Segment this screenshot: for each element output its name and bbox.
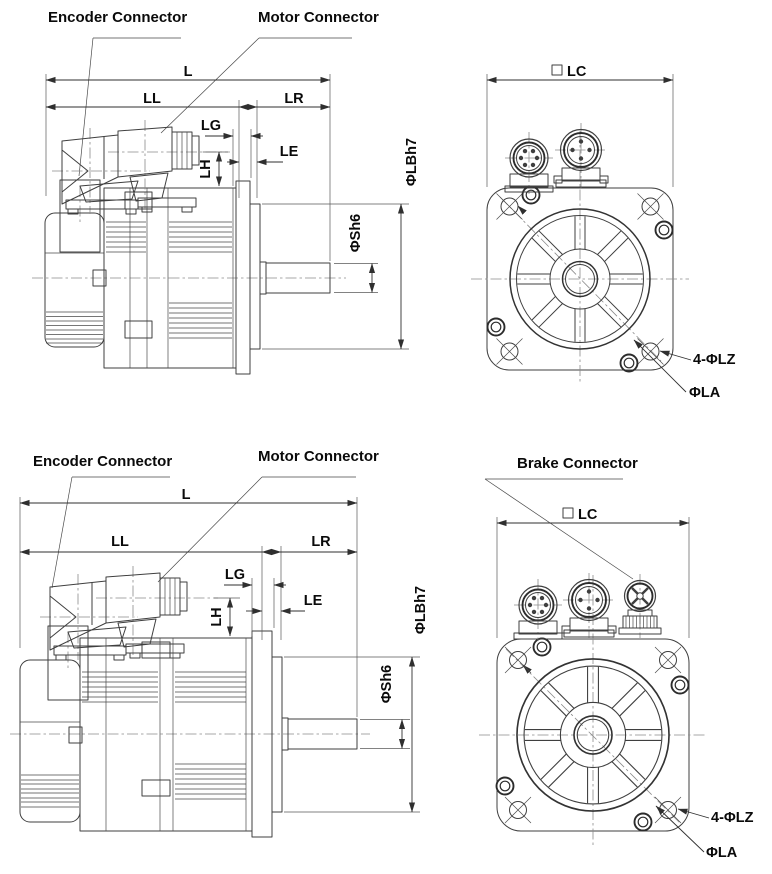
side-connectors bbox=[40, 566, 218, 660]
dim-LC bbox=[487, 64, 673, 187]
brake-connector-label: Brake Connector bbox=[517, 455, 638, 472]
dim-LZ bbox=[678, 809, 754, 826]
svg-text:LC: LC bbox=[567, 64, 587, 80]
mounting-hole bbox=[638, 194, 664, 220]
svg-text:ΦLBh7: ΦLBh7 bbox=[413, 585, 429, 635]
dim-LE bbox=[246, 593, 323, 611]
encoder-connector-label: Encoder Connector bbox=[33, 453, 173, 470]
encoder-connector-front bbox=[514, 579, 562, 641]
svg-text:LR: LR bbox=[284, 91, 304, 107]
mounting-hole bbox=[505, 647, 531, 673]
encoder-connector-label: Encoder Connector bbox=[48, 9, 188, 26]
svg-text:LE: LE bbox=[303, 593, 323, 609]
dimensions-bottom bbox=[20, 487, 754, 861]
svg-text:LH: LH bbox=[209, 607, 225, 627]
square-symbol bbox=[563, 508, 573, 518]
screw-head bbox=[497, 778, 514, 795]
screw-head bbox=[656, 222, 673, 239]
front-view-top bbox=[471, 123, 689, 383]
motor-leader-line bbox=[161, 38, 352, 133]
screw-head bbox=[635, 814, 652, 831]
pilot-boss bbox=[272, 657, 282, 812]
dim-LE bbox=[227, 144, 299, 162]
svg-text:L: L bbox=[181, 487, 191, 503]
svg-text:LL: LL bbox=[111, 534, 129, 550]
mounting-hole bbox=[497, 339, 523, 365]
square-symbol bbox=[552, 65, 562, 75]
svg-text:LH: LH bbox=[198, 159, 214, 179]
dim-LG bbox=[224, 567, 286, 636]
svg-text:ΦLA: ΦLA bbox=[689, 385, 721, 401]
pilot-boss bbox=[250, 204, 260, 349]
motor-connector-front bbox=[562, 573, 616, 638]
screw-head bbox=[534, 639, 551, 656]
svg-text:LL: LL bbox=[143, 91, 161, 107]
encoder-leader-line bbox=[52, 477, 170, 588]
drawing-with-brake bbox=[10, 448, 754, 861]
svg-text:LE: LE bbox=[279, 144, 299, 160]
dim-LZ bbox=[660, 351, 736, 368]
encoder-connector-front bbox=[505, 132, 553, 194]
screw-head bbox=[488, 319, 505, 336]
screw-head bbox=[621, 355, 638, 372]
dim-LB bbox=[284, 586, 429, 812]
screw-head bbox=[672, 677, 689, 694]
callout-labels-top bbox=[48, 9, 379, 179]
side-view-top bbox=[32, 120, 346, 374]
mounting-hole bbox=[638, 339, 664, 365]
dim-LL-LR bbox=[20, 534, 357, 640]
dim-LB bbox=[262, 138, 420, 349]
svg-text:LR: LR bbox=[311, 534, 331, 550]
svg-text:LG: LG bbox=[200, 118, 222, 134]
drawing-without-brake bbox=[32, 9, 736, 401]
mounting-hole bbox=[655, 797, 681, 823]
callout-labels-bottom bbox=[33, 448, 638, 588]
svg-text:L: L bbox=[183, 64, 193, 80]
svg-text:4-ΦLZ: 4-ΦLZ bbox=[711, 810, 754, 826]
motor-connector-front bbox=[554, 123, 608, 188]
dim-S bbox=[360, 665, 410, 749]
svg-text:ΦSh6: ΦSh6 bbox=[348, 213, 364, 253]
brake-leader-line bbox=[485, 479, 633, 579]
dim-S bbox=[334, 214, 378, 293]
svg-text:4-ΦLZ: 4-ΦLZ bbox=[693, 352, 736, 368]
rear-cover bbox=[45, 213, 104, 347]
mounting-hole bbox=[505, 797, 531, 823]
svg-text:LC: LC bbox=[578, 507, 598, 523]
mounting-hole bbox=[655, 647, 681, 673]
mounting-flange bbox=[236, 181, 250, 374]
svg-text:ΦLA: ΦLA bbox=[706, 845, 738, 861]
dim-LH bbox=[198, 152, 228, 186]
rear-fins bbox=[21, 775, 79, 807]
dim-LH bbox=[209, 598, 240, 636]
svg-text:ΦLBh7: ΦLBh7 bbox=[404, 137, 420, 187]
brake-connector-front bbox=[619, 574, 661, 638]
screw-head bbox=[523, 187, 540, 204]
motor-connector-label: Motor Connector bbox=[258, 9, 379, 26]
rear-fins bbox=[46, 312, 103, 343]
motor-connector-label: Motor Connector bbox=[258, 448, 379, 465]
svg-text:LG: LG bbox=[224, 567, 246, 583]
svg-text:ΦSh6: ΦSh6 bbox=[379, 664, 395, 704]
front-view-bottom bbox=[479, 573, 707, 845]
